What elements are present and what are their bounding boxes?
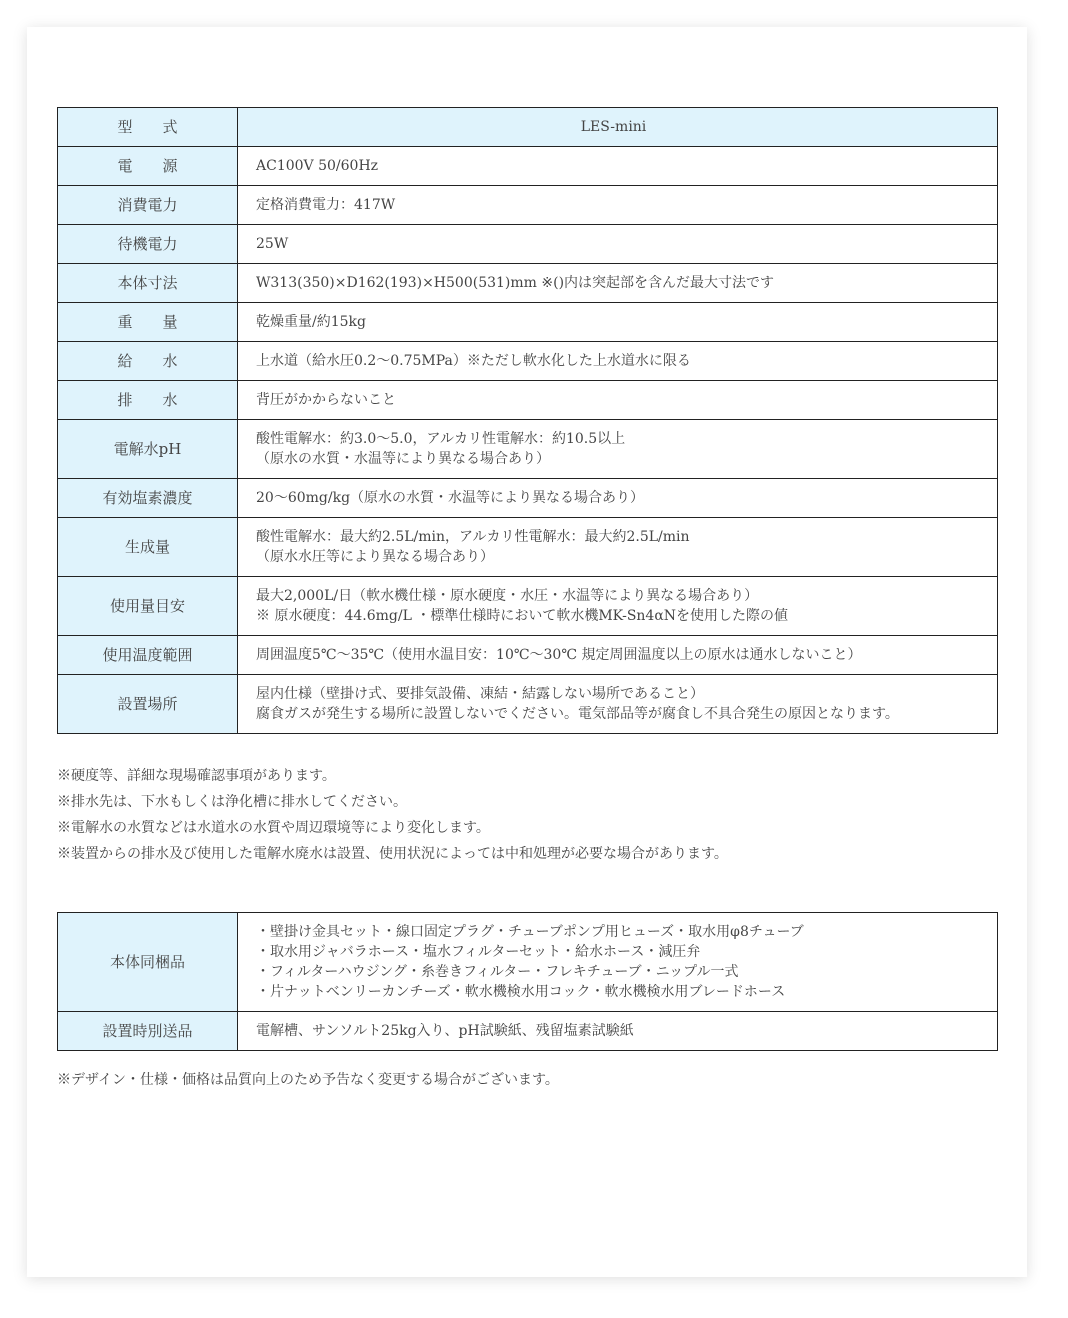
row-value-model: [238, 108, 998, 147]
value-line: ・フィルターハウジング・糸巻きフィルター・フレキチューブ・ニップル一式: [256, 964, 739, 980]
table-row: [58, 518, 998, 577]
value-line: AC100V 50/60Hz: [256, 158, 379, 174]
value-line: 上水道（給水圧0.2～0.75MPa）※ただし軟水化した上水道水に限る: [256, 353, 691, 369]
value-line: 周囲温度5℃～35℃（使用水温目安：10℃～30℃ 規定周囲温度以上の原水は通水しないこと）: [256, 647, 862, 663]
spec-table: [57, 107, 998, 734]
value-line: LES-mini: [580, 119, 647, 135]
value-line: （原水水圧等により異なる場合あり）: [256, 549, 494, 565]
value-line: 背圧がかからないこと: [256, 392, 396, 408]
row-label-standby-power: 待機電力: [58, 225, 238, 264]
row-label-included: 本体同梱品: [58, 913, 238, 1012]
table-row: [58, 264, 998, 303]
table-row: [58, 913, 998, 1012]
note-line: ※排水先は、下水もしくは浄化槽に排水してください。: [57, 794, 407, 810]
value-line: W313(350)×D162(193)×H500(531)mm ※()内は突起部を含んだ最大寸法です: [256, 275, 775, 291]
table-row: [58, 225, 998, 264]
row-label-usage: 使用量目安: [58, 577, 238, 636]
row-value-included: [238, 913, 998, 1012]
row-value-water-supply: [238, 342, 998, 381]
row-value-shipped-separately: [238, 1012, 998, 1051]
table-row: [58, 186, 998, 225]
value-line: 25W: [256, 236, 289, 252]
note-line: ※装置からの排水及び使用した電解水廃水は設置、使用状況によっては中和処理が必要な場合があります。: [57, 846, 728, 862]
value-line: 乾燥重量/約15kg: [256, 314, 366, 330]
table-row: [58, 342, 998, 381]
table-row: [58, 577, 998, 636]
table-row: [58, 381, 998, 420]
row-value-chlorine: [238, 479, 998, 518]
row-label-drainage: 排 水: [58, 381, 238, 420]
row-label-power-source: 電 源: [58, 147, 238, 186]
row-label-shipped-separately: 設置時別送品: [58, 1012, 238, 1051]
row-value-dimensions: [238, 264, 998, 303]
table-row: [58, 479, 998, 518]
row-label-model: 型 式: [58, 108, 238, 147]
row-value-ph: [238, 420, 998, 479]
row-label-output: 生成量: [58, 518, 238, 577]
row-label-weight: 重 量: [58, 303, 238, 342]
row-value-drainage: [238, 381, 998, 420]
spec-card: [27, 27, 1027, 1277]
table-row: [58, 636, 998, 675]
table-row: [58, 675, 998, 734]
value-line: ・取水用ジャバラホース・塩水フィルターセット・給水ホース・減圧弁: [256, 944, 701, 960]
value-line: 20～60mg/kg（原水の水質・水温等により異なる場合あり）: [256, 490, 645, 506]
row-value-temperature: [238, 636, 998, 675]
row-value-power-consumption: [238, 186, 998, 225]
row-label-power-consumption: 消費電力: [58, 186, 238, 225]
row-label-location: 設置場所: [58, 675, 238, 734]
row-value-output: [238, 518, 998, 577]
row-label-dimensions: 本体寸法: [58, 264, 238, 303]
value-line: 定格消費電力：417W: [256, 197, 396, 213]
footer-note: ※デザイン・仕様・価格は品質向上のため予告なく変更する場合がございます。: [57, 1072, 559, 1088]
value-line: （原水の水質・水温等により異なる場合あり）: [256, 451, 550, 467]
row-value-standby-power: [238, 225, 998, 264]
row-value-location: [238, 675, 998, 734]
value-line: 酸性電解水：最大約2.5L/min，アルカリ性電解水：最大約2.5L/min: [256, 529, 690, 545]
note-line: ※電解水の水質などは水道水の水質や周辺環境等により変化します。: [57, 820, 490, 836]
row-value-usage: [238, 577, 998, 636]
accessory-table: [57, 912, 998, 1051]
row-value-power-source: [238, 147, 998, 186]
row-value-weight: [238, 303, 998, 342]
value-line: 酸性電解水：約3.0～5.0，アルカリ性電解水：約10.5以上: [256, 431, 626, 447]
value-line: 屋内仕様（壁掛け式、要排気設備、凍結・結露しない場所であること）: [256, 686, 704, 702]
value-line: 電解槽、サンソルト25kg入り、pH試験紙、残留塩素試験紙: [256, 1023, 634, 1039]
value-line: 腐食ガスが発生する場所に設置しないでください。電気部品等が腐食し不具合発生の原因となります。: [256, 706, 899, 722]
value-line: 最大2,000L/日（軟水機仕様・原水硬度・水圧・水温等により異なる場合あり）: [256, 588, 759, 604]
table-row: [58, 303, 998, 342]
value-line: ・壁掛け金具セット・線口固定プラグ・チューブポンプ用ヒューズ・取水用φ8チューブ: [256, 924, 804, 940]
table-row: [58, 147, 998, 186]
table-row: [58, 420, 998, 479]
footer-notes: [57, 1067, 559, 1093]
value-line: ・片ナットベンリーカンチーズ・軟水機検水用コック・軟水機検水用ブレードホース: [256, 984, 786, 1000]
row-label-water-supply: 給 水: [58, 342, 238, 381]
row-label-ph: 電解水pH: [58, 420, 238, 479]
row-label-temperature: 使用温度範囲: [58, 636, 238, 675]
value-line: ※ 原水硬度：44.6mg/L ・標準仕様時において軟水機MK-Sn4αNを使用した際の値: [256, 608, 789, 624]
spec-notes: [57, 763, 728, 867]
table-row: [58, 1012, 998, 1051]
note-line: ※硬度等、詳細な現場確認事項があります。: [57, 768, 336, 784]
table-row: [58, 108, 998, 147]
row-label-chlorine: 有効塩素濃度: [58, 479, 238, 518]
